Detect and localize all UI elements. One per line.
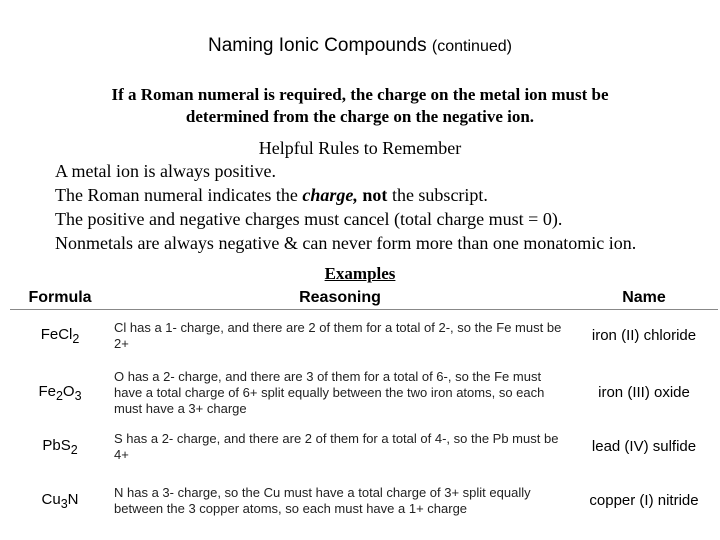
header-name: Name — [622, 289, 666, 306]
reasoning-cell: O has a 2- charge, and there are 3 of them for a total of 6-, so the Fe must have a total charge of 6+ split equally between the two iron atoms, so each must have a 3+ charge — [114, 368, 545, 416]
formula-cell: PbS$_2$ — [42, 436, 78, 457]
examples-table — [10, 287, 718, 532]
table-row — [10, 470, 718, 532]
rule-2 — [55, 185, 488, 206]
table-row — [10, 310, 718, 362]
header-formula: Formula — [28, 289, 92, 306]
page-title — [0, 35, 720, 57]
name-cell: lead (IV) sulfide — [591, 438, 697, 455]
intro-line-1: If a Roman numeral is required, the charge on the metal ion must be — [111, 85, 609, 104]
table-row — [10, 424, 718, 470]
formula-cell: FeCl$_2$ — [40, 325, 80, 346]
name-cell: copper (I) nitride — [589, 492, 699, 509]
rule-2-pre: The Roman numeral indicates the — [55, 185, 303, 205]
intro-line-2: determined from the charge on the negative ion. — [185, 107, 535, 126]
rule-1: A metal ion is always positive. — [55, 161, 276, 181]
rule-2-emphasis: charge, — [302, 185, 358, 205]
name-cell: iron (II) chloride — [591, 327, 697, 345]
table-header-row — [10, 287, 718, 310]
rules-heading: Helpful Rules to Remember — [258, 138, 462, 158]
title-sub: (continued) — [431, 38, 512, 55]
table-row — [10, 362, 718, 424]
rule-2-not: not — [357, 185, 388, 205]
name-cell: iron (III) oxide — [598, 384, 690, 401]
rule-2-post: the subscript. — [387, 185, 488, 205]
formula-cell: $Fe_2O_3$ — [38, 382, 82, 403]
reasoning-cell: Cl has a 1- charge, and there are 2 of them for a total of 2-, so the Fe must be 2+ — [114, 319, 562, 351]
formula-cell: $Cu_3N$ — [41, 490, 79, 511]
title-main: Naming Ionic Compounds — [208, 35, 427, 56]
rule-4: Nonmetals are always negative & can never form more than one monatomic ion. — [55, 233, 637, 253]
header-reasoning: Reasoning — [299, 289, 381, 306]
reasoning-cell: S has a 2- charge, and there are 2 of them for a total of 4-, so the Pb must be 4+ — [114, 430, 559, 462]
reasoning-cell: N has a 3- charge, so the Cu must have a total charge of 3+ split equally between the 3 copper atoms, so each must have a 1+ charge — [114, 484, 531, 516]
examples-heading: Examples — [324, 264, 396, 283]
intro-text — [40, 84, 680, 128]
rule-3: The positive and negative charges must cancel (total charge must = 0). — [55, 209, 563, 229]
